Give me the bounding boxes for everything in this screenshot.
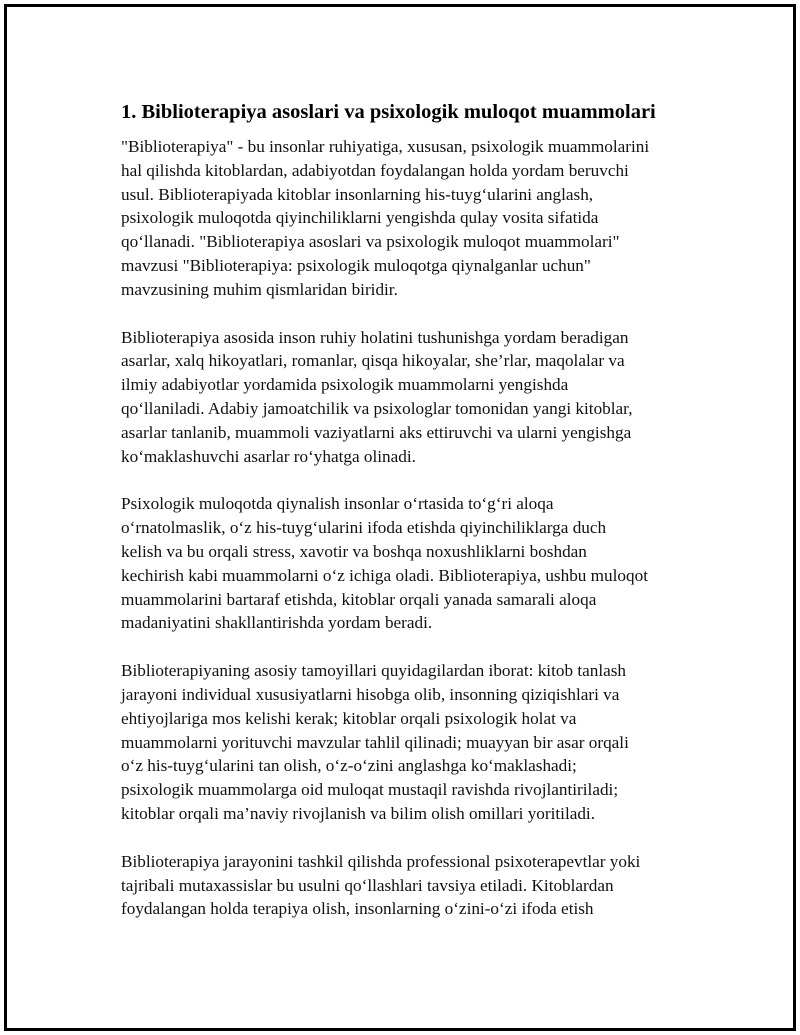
text-line: mavzusi "Biblioterapiya: psixologik muloqotga qiynalganlar uchun" bbox=[121, 255, 591, 275]
paragraph-5 bbox=[121, 850, 701, 921]
text-line: o‘z his-tuyg‘ularini tan olish, o‘z-o‘zini anglashga ko‘maklashadi; bbox=[121, 756, 577, 776]
text-line: kelish va bu orqali stress, xavotir va boshqa noxushliklarni boshdan bbox=[121, 541, 587, 561]
paragraph-4 bbox=[121, 659, 701, 826]
text-line: o‘rnatolmaslik, o‘z his-tuyg‘ularini ifoda etishda qiyinchiliklarga duch bbox=[121, 518, 607, 538]
text-line: ilmiy adabiyotlar yordamida psixologik muammolarni yengishda bbox=[121, 375, 569, 395]
text-line: Psixologik muloqotda qiynalish insonlar o‘rtasida to‘g‘ri aloqa bbox=[121, 494, 554, 514]
text-line: Biblioterapiya jarayonini tashkil qilishda professional psixoterapevtlar yoki bbox=[121, 851, 641, 871]
text-line: tajribali mutaxassislar bu usulni qo‘llashlari tavsiya etiladi. Kitoblardan bbox=[121, 875, 614, 895]
text-line: ehtiyojlariga mos kelishi kerak; kitoblar orqali psixologik holat va bbox=[121, 708, 577, 728]
text-line: kitoblar orqali ma’naviy rivojlanish va bilim olish omillari yoritiladi. bbox=[121, 803, 596, 823]
text-line: Biblioterapiyaning asosiy tamoyillari quyidagilardan iborat: kitob tanlash bbox=[121, 661, 627, 681]
text-line: qo‘llanadi. "Biblioterapiya asoslari va psixologik muloqot muammolari" bbox=[121, 232, 620, 252]
text-line: "Biblioterapiya" - bu insonlar ruhiyatiga, xususan, psixologik muammolarini bbox=[121, 137, 650, 156]
text-line: foydalangan holda terapiya olish, insonlarning o‘zini-o‘zi ifoda etish bbox=[121, 899, 594, 919]
text-line: qo‘llaniladi. Adabiy jamoatchilik va psixologlar tomonidan yangi kitoblar, bbox=[121, 398, 633, 418]
text-line: jarayoni individual xususiyatlarni hisobga olib, insonning qiziqishlari va bbox=[121, 684, 620, 704]
text-line: Biblioterapiya asosida inson ruhiy holatini tushunishga yordam beradigan bbox=[121, 327, 629, 347]
text-line: psixologik muloqotda qiyinchiliklarni yengishda qulay vosita sifatida bbox=[121, 208, 599, 228]
text-line: muammolarini bartaraf etishda, kitoblar orqali yanada samarali aloqa bbox=[121, 589, 597, 609]
text-line: asarlar, xalq hikoyatlari, romanlar, qisqa hikoyalar, she’rlar, maqolalar va bbox=[121, 351, 625, 371]
text-line: madaniyatini shakllantirishda yordam beradi. bbox=[121, 613, 433, 633]
text-line: mavzusining muhim qismlaridan biridir. bbox=[121, 279, 398, 299]
document-body bbox=[121, 99, 701, 945]
paragraph-1 bbox=[121, 135, 701, 302]
page-frame bbox=[4, 4, 796, 1031]
text-line: kechirish kabi muammolarni o‘z ichiga oladi. Biblioterapiya, ushbu muloqot bbox=[121, 565, 648, 585]
text-line: usul. Biblioterapiyada kitoblar insonlarning his-tuyg‘ularini anglash, bbox=[121, 184, 594, 204]
text-line: asarlar tanlanib, muammoli vaziyatlarni aks ettiruvchi va ularni yengishga bbox=[121, 422, 632, 442]
text-line: muammolarni yorituvchi mavzular tahlil qilinadi; muayyan bir asar orqali bbox=[121, 732, 629, 752]
text-line: ko‘maklashuvchi asarlar ro‘yhatga olinadi. bbox=[121, 446, 416, 466]
paragraph-2 bbox=[121, 326, 701, 469]
document-title: 1. Biblioterapiya asoslari va psixologik muloqot muammolari bbox=[121, 101, 656, 123]
paragraph-3 bbox=[121, 492, 701, 635]
text-line: hal qilishda kitoblardan, adabiyotdan foydalangan holda yordam beruvchi bbox=[121, 160, 629, 180]
text-line: psixologik muammolarga oid muloqat mustaqil ravishda rivojlantiriladi; bbox=[121, 780, 619, 800]
